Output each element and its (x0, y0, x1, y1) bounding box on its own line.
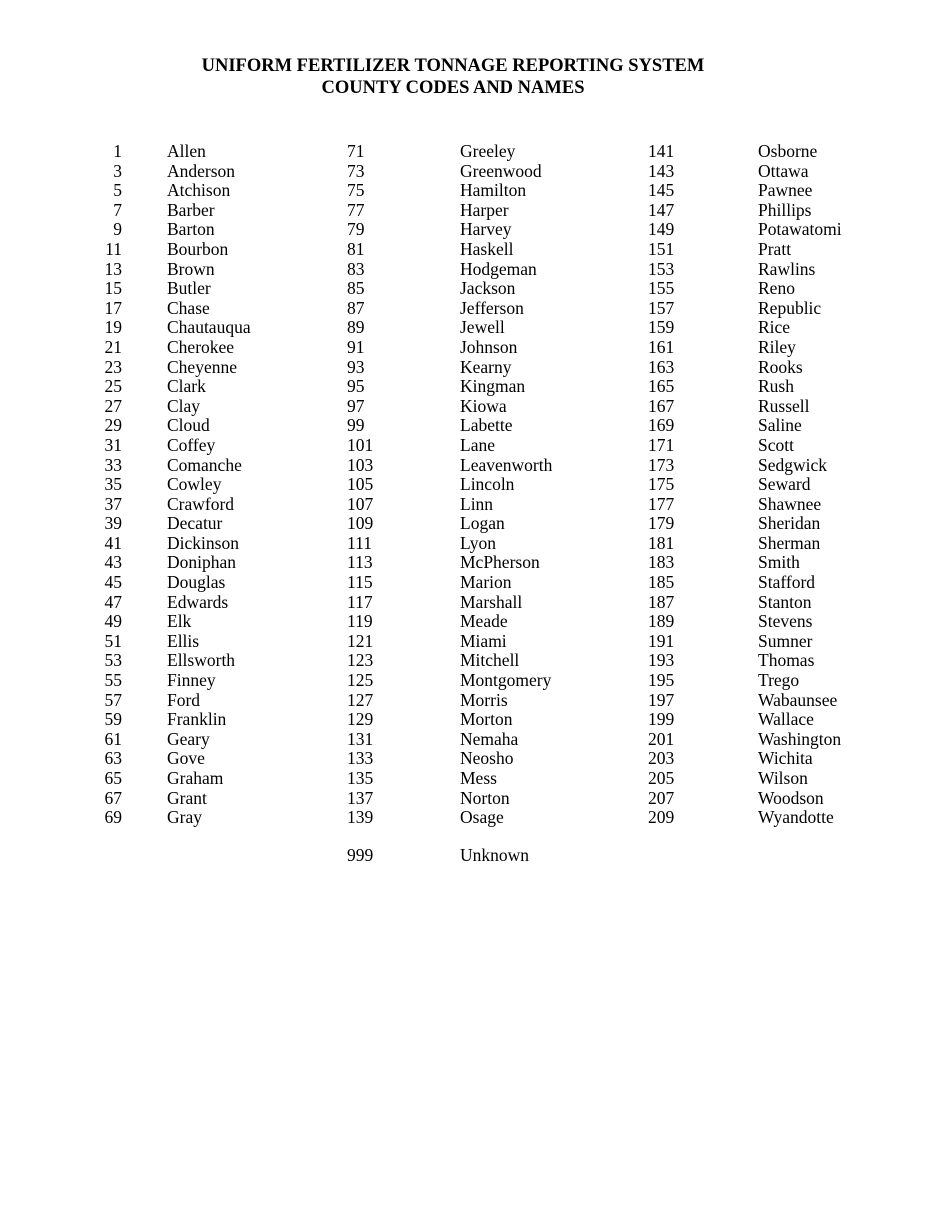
county-name: Mess (460, 768, 497, 788)
county-name: Grant (167, 787, 207, 808)
county-name: Marshall (460, 591, 523, 612)
county-name: Rawlins (758, 258, 816, 279)
county-code: 13 (104, 258, 122, 279)
county-name: Pratt (758, 238, 792, 259)
county-name: Morris (460, 689, 508, 710)
document-subtitle: COUNTY CODES AND NAMES (321, 78, 585, 98)
county-code: 163 (648, 356, 675, 377)
county-name: Osborne (758, 141, 818, 161)
county-code: 175 (648, 474, 675, 495)
county-name: Cowley (167, 474, 222, 495)
county-name: Lyon (460, 532, 496, 553)
county-name: Rooks (758, 356, 803, 377)
county-name: Ottawa (758, 160, 809, 181)
county-name: Phillips (758, 199, 812, 220)
county-name: Thomas (758, 650, 815, 671)
county-name: Crawford (167, 493, 235, 514)
county-name: Anderson (167, 160, 236, 181)
county-code-column-1 (98, 142, 122, 828)
county-code: 117 (347, 591, 373, 612)
county-code: 171 (648, 434, 675, 455)
county-code: 153 (648, 258, 675, 279)
county-code: 65 (104, 768, 122, 788)
county-name: Sumner (758, 630, 813, 651)
county-code: 185 (648, 572, 675, 593)
county-name: Rush (758, 376, 794, 397)
county-name: Pawnee (758, 180, 813, 201)
county-name: Coffey (167, 434, 216, 455)
county-code: 15 (104, 278, 122, 299)
county-code: 5 (113, 180, 122, 201)
county-code: 123 (347, 650, 374, 671)
county-code: 139 (347, 807, 374, 828)
county-code: 165 (648, 376, 675, 397)
county-name: Kearny (460, 356, 512, 377)
county-code: 95 (347, 376, 365, 397)
county-name: Dickinson (167, 532, 239, 553)
county-code: 79 (347, 219, 365, 240)
county-code: 137 (347, 787, 374, 808)
county-name: Trego (758, 670, 800, 691)
county-name: Sheridan (758, 513, 821, 534)
county-code: 129 (347, 709, 374, 730)
county-code: 9 (113, 219, 122, 240)
county-code: 61 (104, 728, 122, 749)
county-code: 181 (648, 532, 675, 553)
county-code: 173 (648, 454, 675, 475)
county-code: 99 (347, 415, 365, 436)
county-code: 71 (347, 141, 365, 161)
county-name: Labette (460, 415, 513, 436)
county-code: 75 (347, 180, 365, 201)
county-code: 111 (347, 532, 372, 553)
county-code: 187 (648, 591, 675, 612)
county-name: Sherman (758, 532, 821, 553)
county-name: Montgomery (460, 670, 552, 691)
county-code: 57 (104, 689, 122, 710)
county-code: 25 (104, 376, 122, 397)
county-code: 93 (347, 356, 365, 377)
county-name: Bourbon (167, 238, 229, 259)
county-name: Edwards (167, 591, 229, 612)
county-name: Logan (460, 513, 505, 534)
county-name: Leavenworth (460, 454, 553, 475)
county-code: 1 (113, 141, 122, 161)
county-code: 147 (648, 199, 675, 220)
county-name: Comanche (167, 454, 242, 475)
county-code: 143 (648, 160, 675, 181)
county-name: Barton (167, 219, 215, 240)
county-code: 189 (648, 611, 675, 632)
county-name: Greeley (460, 141, 516, 161)
county-code: 103 (347, 454, 374, 475)
county-name: Scott (758, 434, 794, 455)
county-code: 115 (347, 572, 373, 593)
document-title: UNIFORM FERTILIZER TONNAGE REPORTING SYSTEM (201, 56, 705, 76)
county-name: Ellis (167, 630, 200, 651)
county-code: 195 (648, 670, 675, 691)
county-name: Shawnee (758, 493, 822, 514)
county-name: Ellsworth (167, 650, 236, 671)
county-name: Wilson (758, 768, 808, 788)
county-code: 201 (648, 728, 675, 749)
county-code: 199 (648, 709, 675, 730)
county-code: 89 (347, 317, 365, 338)
county-name: Lincoln (460, 474, 515, 495)
county-name: Stafford (758, 572, 816, 593)
county-name: Barber (167, 199, 215, 220)
county-code: 53 (104, 650, 122, 671)
county-name: Gray (167, 807, 202, 828)
county-code: 161 (648, 336, 675, 357)
county-code: 73 (347, 160, 365, 181)
county-code: 149 (648, 219, 675, 240)
county-name: Elk (167, 611, 192, 632)
county-code: 43 (104, 552, 122, 573)
county-name: Clay (167, 395, 201, 416)
county-name: Republic (758, 297, 822, 318)
county-name: Washington (758, 728, 842, 749)
county-code: 37 (104, 493, 122, 514)
county-name: Douglas (167, 572, 226, 593)
county-name: Chase (167, 297, 210, 318)
county-name: Neosho (460, 748, 514, 769)
county-name: Jefferson (460, 297, 524, 318)
county-code: 191 (648, 630, 675, 651)
county-code: 179 (648, 513, 675, 534)
county-name: Clark (167, 376, 206, 397)
county-name: Cherokee (167, 336, 235, 357)
county-name: Geary (167, 728, 210, 749)
county-name: Seward (758, 474, 811, 495)
county-name: Ford (167, 689, 201, 710)
county-name: Allen (167, 141, 206, 161)
county-code: 77 (347, 199, 365, 220)
county-name: Miami (460, 630, 507, 651)
county-code: 155 (648, 278, 675, 299)
county-code: 23 (104, 356, 122, 377)
county-code: 203 (648, 748, 675, 769)
county-name: Doniphan (167, 552, 237, 573)
county-code: 193 (648, 650, 675, 671)
county-code-column-3 (648, 142, 674, 828)
county-name: Chautauqua (167, 317, 251, 338)
county-name: Kingman (460, 376, 526, 397)
county-code: 101 (347, 434, 374, 455)
county-name: Stanton (758, 591, 812, 612)
county-name: Finney (167, 670, 216, 691)
county-name: Saline (758, 415, 802, 436)
county-name: Potawatomi (758, 219, 842, 240)
county-code: 27 (104, 395, 122, 416)
county-code: 31 (104, 434, 122, 455)
county-name: Harper (460, 199, 509, 220)
county-code: 51 (104, 630, 122, 651)
county-code: 11 (105, 238, 122, 259)
county-name: Stevens (758, 611, 813, 632)
county-code: 109 (347, 513, 374, 534)
county-code-column-2 (347, 142, 373, 828)
county-code: 183 (648, 552, 675, 573)
county-name: Graham (167, 768, 224, 788)
county-code: 207 (648, 787, 675, 808)
county-code: 197 (648, 689, 675, 710)
county-name: Woodson (758, 787, 824, 808)
county-name: Reno (758, 278, 795, 299)
county-name: Osage (460, 807, 504, 828)
county-name: Haskell (460, 238, 514, 259)
county-code: 59 (104, 709, 122, 730)
county-name: Wichita (758, 748, 813, 769)
county-name: Franklin (167, 709, 227, 730)
county-code: 141 (648, 141, 675, 161)
county-code: 119 (347, 611, 373, 632)
county-code: 17 (104, 297, 122, 318)
county-name: Linn (460, 493, 494, 514)
county-name: Jackson (460, 278, 516, 299)
county-name: Decatur (167, 513, 223, 534)
county-code: 113 (347, 552, 373, 573)
county-code: 55 (104, 670, 122, 691)
county-name: Nemaha (460, 728, 519, 749)
county-name: Kiowa (460, 395, 507, 416)
county-name: Brown (167, 258, 215, 279)
county-name: Mitchell (460, 650, 520, 671)
county-code: 29 (104, 415, 122, 436)
unknown-county-code: 999 (347, 845, 374, 865)
county-name: Lane (460, 434, 495, 455)
county-name: Rice (758, 317, 791, 338)
county-code: 159 (648, 317, 675, 338)
county-code: 105 (347, 474, 374, 495)
county-name: Meade (460, 611, 508, 632)
county-code: 135 (347, 768, 374, 788)
county-name-column-2 (460, 142, 552, 828)
county-code: 121 (347, 630, 374, 651)
county-name: Hodgeman (460, 258, 537, 279)
county-code: 81 (347, 238, 365, 259)
county-code: 91 (347, 336, 365, 357)
county-code: 145 (648, 180, 675, 201)
county-code: 131 (347, 728, 374, 749)
county-name: Greenwood (460, 160, 542, 181)
county-name: Cheyenne (167, 356, 237, 377)
county-code: 83 (347, 258, 365, 279)
county-code: 63 (104, 748, 122, 769)
county-code: 35 (104, 474, 122, 495)
county-name: Butler (167, 278, 211, 299)
county-code: 19 (104, 317, 122, 338)
county-code: 3 (113, 160, 122, 181)
county-code: 47 (104, 591, 122, 612)
county-name-column-1 (167, 142, 251, 828)
county-name: Sedgwick (758, 454, 828, 475)
county-name: Johnson (460, 336, 518, 357)
county-code: 69 (104, 807, 122, 828)
county-name: Wabaunsee (758, 689, 838, 710)
county-name: Marion (460, 572, 512, 593)
county-code: 127 (347, 689, 374, 710)
county-code: 107 (347, 493, 374, 514)
county-code: 177 (648, 493, 675, 514)
county-code: 157 (648, 297, 675, 318)
county-code: 97 (347, 395, 365, 416)
county-name: Atchison (167, 180, 231, 201)
county-name: Riley (758, 336, 796, 357)
county-code: 7 (113, 199, 122, 220)
county-code: 169 (648, 415, 675, 436)
county-name: McPherson (460, 552, 540, 573)
county-name: Smith (758, 552, 800, 573)
county-code: 67 (104, 787, 122, 808)
county-name: Harvey (460, 219, 512, 240)
county-name: Russell (758, 395, 810, 416)
county-code: 39 (104, 513, 122, 534)
county-code: 21 (104, 336, 122, 357)
county-code: 45 (104, 572, 122, 593)
county-code: 85 (347, 278, 365, 299)
county-code: 151 (648, 238, 675, 259)
county-name: Cloud (167, 415, 210, 436)
county-name: Jewell (460, 317, 505, 338)
county-code: 33 (104, 454, 122, 475)
county-code: 41 (104, 532, 122, 553)
county-code: 205 (648, 768, 675, 788)
county-code: 209 (648, 807, 675, 828)
county-name: Hamilton (460, 180, 527, 201)
county-name: Morton (460, 709, 513, 730)
county-name: Norton (460, 787, 510, 808)
county-code: 167 (648, 395, 675, 416)
county-code: 133 (347, 748, 374, 769)
county-name-column-3 (758, 142, 842, 828)
county-name: Wyandotte (758, 807, 834, 828)
county-code: 125 (347, 670, 374, 691)
unknown-county-name: Unknown (460, 845, 530, 865)
county-name: Wallace (758, 709, 814, 730)
county-name: Gove (167, 748, 205, 769)
county-code: 87 (347, 297, 365, 318)
county-code: 49 (104, 611, 122, 632)
